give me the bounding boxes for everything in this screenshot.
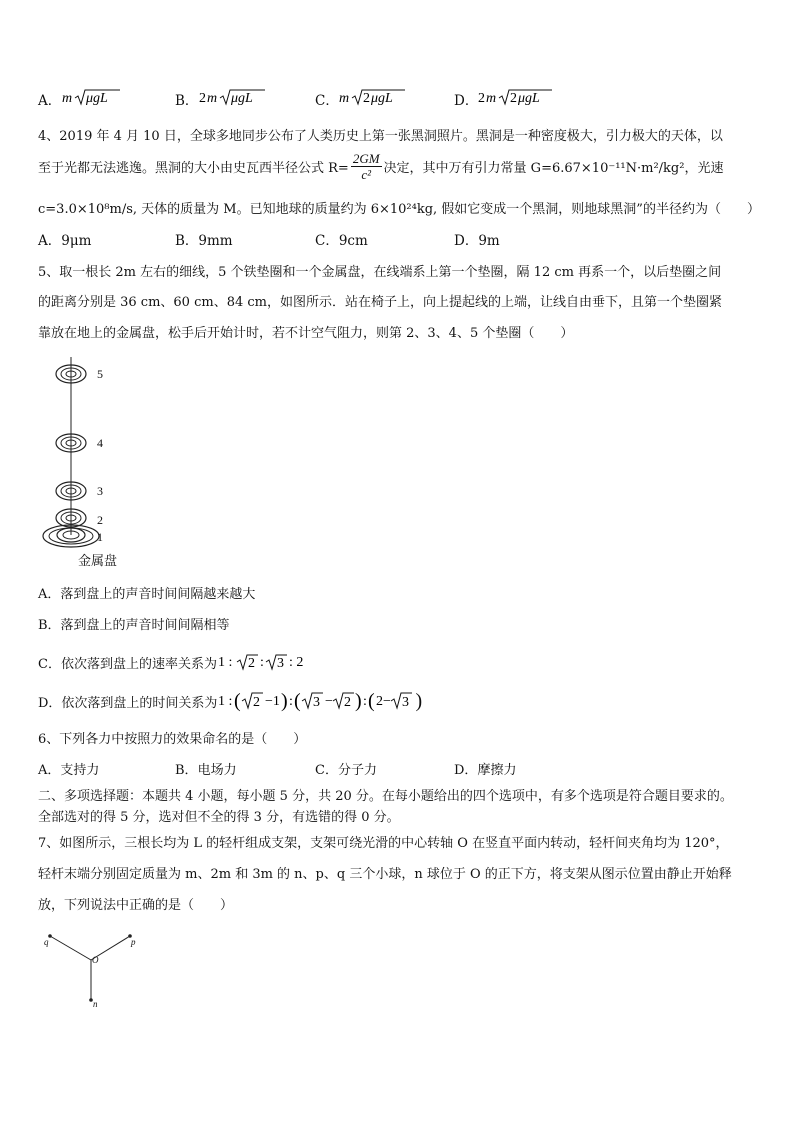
q6-option-c-text: 分子力 [337, 763, 377, 778]
svg-text:2: 2 [363, 91, 370, 106]
label-o: O [92, 955, 99, 965]
svg-text:μgL: μgL [86, 91, 108, 106]
q6-option-d-label: D． [454, 763, 478, 778]
q4-option-a-text: 9μm [61, 233, 92, 249]
washer-label-1: 1 [97, 530, 103, 544]
q3-option-d-formula [478, 88, 558, 108]
q7-line-1: 7、如图所示，三根长均为 L 的轻杆组成支架，支架可绕光滑的中心转轴 O 在竖直平面内转动，轻杆间夹角均为 120°， [38, 836, 729, 851]
q4-line-1: 4、2019 年 4 月 10 日，全球多地同步公布了人类历史上第一张黑洞照片。黑洞是一种密度极大，引力极大的天体，以 [38, 129, 723, 144]
fraction-numerator: 2GM [352, 151, 380, 166]
fraction-denominator: c² [361, 167, 372, 182]
q4-option-b-label: B． [175, 233, 199, 249]
svg-text::: : [259, 655, 264, 670]
q4-option-d-text: 9m [478, 233, 500, 249]
svg-text:2−: 2− [376, 694, 392, 709]
section-2-line-1: 二、多项选择题：本题共 4 小题，每小题 5 分，共 20 分。在每小题给出的四个选项中，有多个选项是符合题目要求的。 [38, 789, 733, 804]
q3-option-a-formula [62, 88, 122, 108]
q5-option-b: B．落到盘上的声音时间间隔相等 [38, 618, 230, 633]
washer-figure [38, 355, 178, 570]
plate-label: 金属盘 [78, 554, 118, 569]
q7-line-2: 轻杆末端分别固定质量为 m、2m 和 3m 的 n、p、q 三个小球，n 球位于 O 的正下方，将支架从图示位置由静止开始释 [38, 867, 732, 882]
svg-text:m: m [339, 91, 350, 106]
svg-text:μgL: μgL [518, 91, 540, 106]
svg-text::: : [289, 694, 294, 709]
svg-text:μgL: μgL [371, 91, 393, 106]
svg-text:m: m [486, 91, 497, 106]
svg-text:3: 3 [276, 656, 284, 671]
q3-option-b-formula [199, 88, 269, 108]
q7-line-3: 放，下列说法中正确的是（ ） [38, 898, 234, 913]
q4-option-c-label: C． [315, 233, 339, 249]
q5-line-2: 的距离分别是 36 cm、60 cm、84 cm，如图所示．站在椅子上，向上提起线的上端，让线自由垂下，且第一个垫圈紧 [38, 295, 722, 310]
q6-option-b-label: B． [175, 763, 198, 778]
closing-paren: ) [415, 689, 423, 712]
svg-text:2: 2 [199, 91, 206, 106]
q6-option-d-text: 摩擦力 [477, 763, 517, 778]
q6-option-d [454, 759, 516, 778]
svg-text:−1: −1 [265, 694, 281, 709]
label-q: q [44, 937, 49, 947]
svg-text:): ) [281, 690, 289, 712]
q4-line-3: c=3.0×10⁸m/s, 天体的质量为 M。已知地球的质量约为 6×10²⁴kg, 假如它变成一个黑洞，则地球黑洞”的半径约为（ ） [38, 202, 760, 217]
q5-option-d-pre: D．依次落到盘上的时间关系为 [38, 695, 218, 711]
q6-option-b-text: 电场力 [197, 763, 237, 778]
q5-line-3: 靠放在地上的金属盘，松手后开始计时，若不计空气阻力，则第 2、3、4、5 个垫圈（ ） [38, 326, 574, 341]
q3-option-a-label: A． [38, 93, 62, 109]
svg-text:(: ( [234, 690, 242, 712]
q5-option-c-pre: C．依次落到盘上的速率关系为 [38, 656, 217, 672]
svg-text:3: 3 [313, 695, 321, 710]
q4-option-c-text: 9cm [338, 233, 368, 249]
q5-option-d-formula [217, 688, 417, 714]
q6-option-c [315, 759, 377, 778]
svg-text:(: ( [294, 690, 302, 712]
svg-text:(: ( [368, 690, 376, 712]
q4-option-d [454, 229, 500, 249]
q3-option-c-formula [339, 88, 409, 108]
svg-text:2: 2 [478, 91, 485, 106]
q5-option-a: A．落到盘上的声音时间间隔越来越大 [38, 587, 256, 602]
q4-option-d-label: D． [454, 233, 479, 249]
q3-option-b-label: B． [175, 93, 199, 109]
washer-label-2: 2 [97, 513, 103, 527]
washer-label-5: 5 [97, 367, 103, 381]
q6-stem: 6、下列各力中按照力的效果命名的是（ ） [38, 732, 307, 747]
svg-text:μgL: μgL [231, 91, 253, 106]
q5-option-c-formula [217, 651, 307, 673]
q4-option-c [315, 229, 368, 249]
q4-option-b [175, 229, 233, 249]
q6-option-a-label: A． [38, 763, 61, 778]
svg-text:1 :: 1 : [218, 694, 233, 709]
svg-text:2: 2 [510, 91, 517, 106]
washer-label-4: 4 [97, 436, 103, 450]
svg-text:2: 2 [253, 695, 261, 710]
q3-option-a-expr [62, 88, 122, 112]
q4-option-a-label: A． [38, 233, 62, 249]
svg-text:3: 3 [402, 695, 410, 710]
svg-text:1 :: 1 : [217, 655, 233, 670]
q5-option-c [38, 651, 307, 673]
svg-text:): ) [355, 690, 363, 712]
label-n: n [93, 999, 98, 1009]
svg-text::: : [363, 694, 368, 709]
rod-oq [50, 936, 91, 960]
q6-option-c-label: C． [315, 763, 338, 778]
q4-line-2-post: 决定，其中万有引力常量 G=6.67×10⁻¹¹N·m²/kg²，光速 [383, 161, 724, 176]
svg-text:m: m [62, 91, 73, 106]
q6-option-a [38, 759, 99, 778]
label-p: p [131, 937, 136, 947]
svg-text:2: 2 [247, 656, 255, 671]
q4-line-2-pre: 至于光都无法逃逸。黑洞的大小由史瓦西半径公式 R= [38, 161, 349, 176]
q3-option-c-expr [339, 88, 409, 112]
q4-option-b-text: 9mm [198, 233, 233, 249]
washer-label-3: 3 [97, 484, 103, 498]
q4-line-2 [38, 152, 723, 181]
q4-option-a [38, 229, 91, 249]
q3-option-d-label: D． [454, 93, 479, 109]
q3-option-c-label: C． [315, 93, 339, 109]
q3-option-d-expr [478, 88, 558, 112]
q5-option-d [38, 688, 422, 714]
q3-option-b-expr [199, 88, 269, 112]
svg-text:2: 2 [344, 695, 352, 710]
q6-option-a-text: 支持力 [60, 763, 100, 778]
svg-text:−: − [325, 694, 334, 709]
q5-line-1: 5、取一根长 2m 左右的细线，5 个铁垫圈和一个金属盘，在线端系上第一个垫圈，隔 12 cm 再系一个，以后垫圈之间 [38, 265, 722, 280]
section-2-line-2: 全部选对的得 5 分，选对但不全的得 3 分，有选错的得 0 分。 [38, 810, 400, 825]
q6-option-b [175, 759, 237, 778]
schwarzschild-fraction [351, 152, 382, 181]
svg-text:: 2: : 2 [288, 655, 304, 670]
svg-text:m: m [207, 91, 218, 106]
